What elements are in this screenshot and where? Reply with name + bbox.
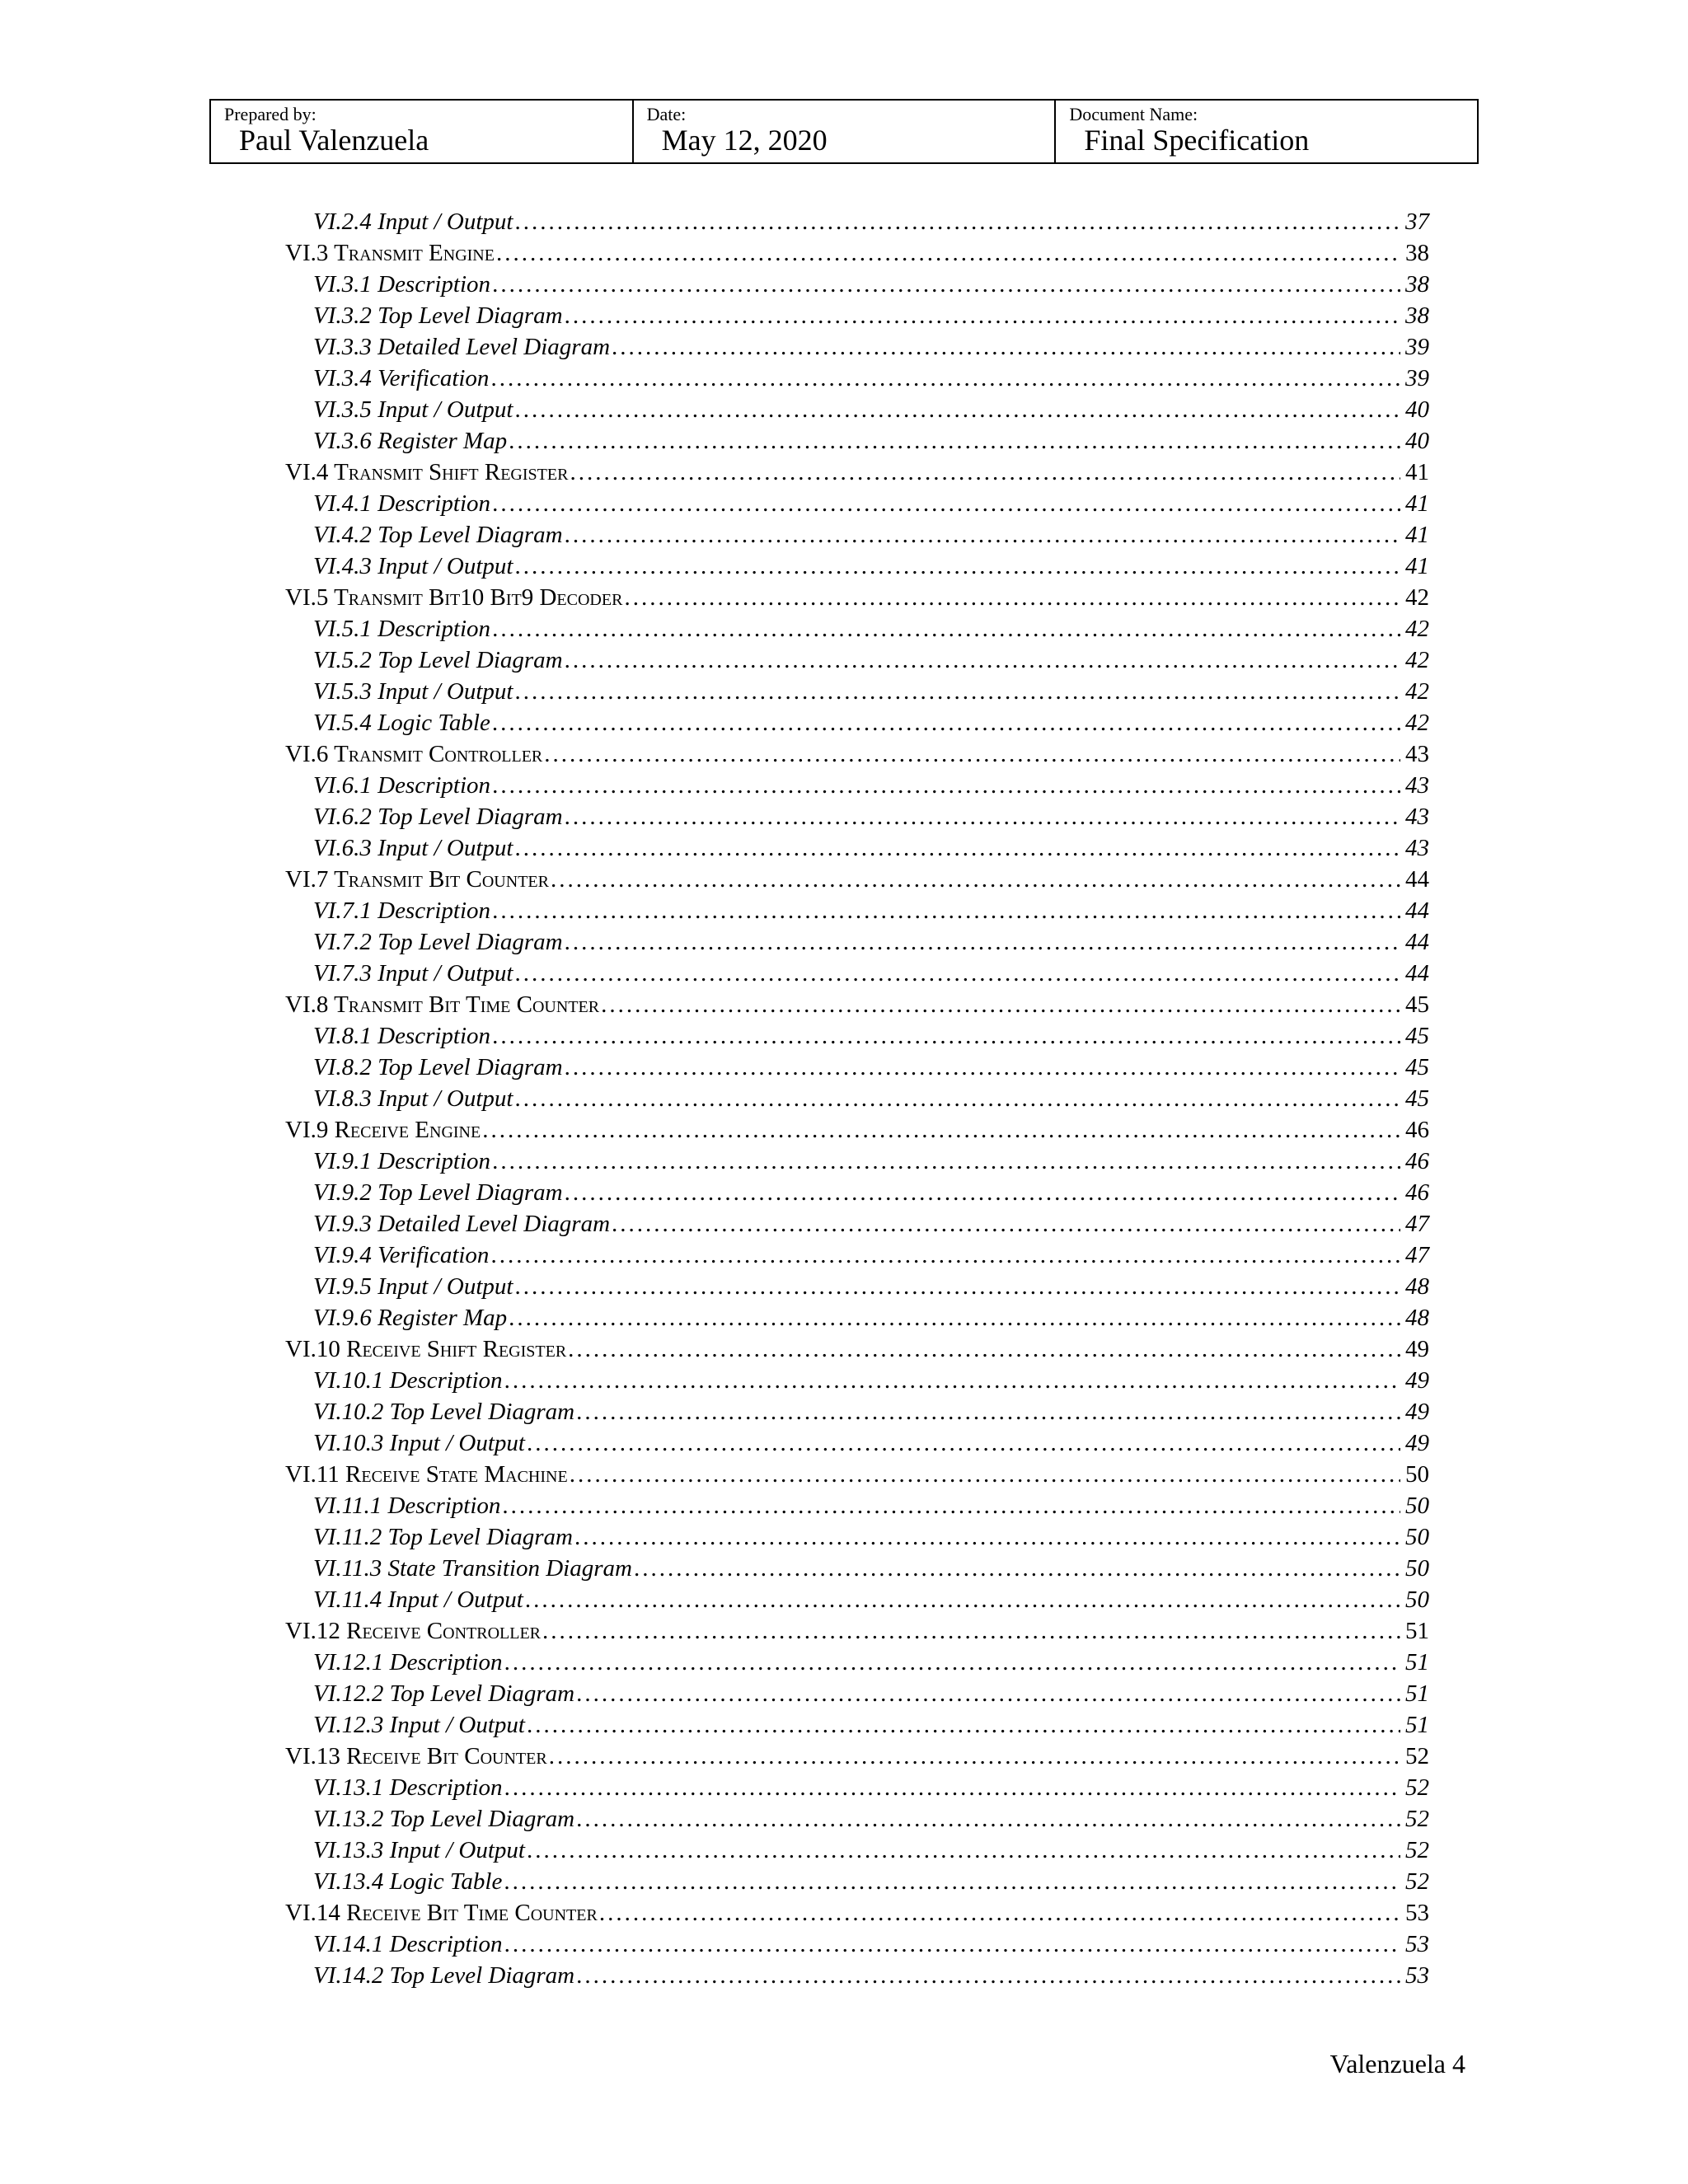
toc-dot-leader (565, 644, 1400, 676)
toc-entry-title: VI.8.2 Top Level Diagram (313, 1054, 563, 1080)
toc-subsection-entry[interactable] (285, 1052, 1429, 1083)
toc-entry-page: 44 (1405, 960, 1429, 987)
toc-entry-page: 51 (1405, 1680, 1429, 1707)
toc-entry-title: VI.14.2 Top Level Diagram (313, 1962, 575, 1989)
toc-entry-title: VI.12 Receive Controller (285, 1618, 542, 1644)
toc-subsection-entry[interactable] (285, 519, 1429, 551)
toc-entry-page: 46 (1405, 1179, 1429, 1206)
toc-dot-leader (570, 1459, 1400, 1490)
toc-entry-title: VI.10.3 Input / Output (313, 1430, 525, 1456)
toc-entry-title: VI.6.3 Input / Output (313, 835, 513, 861)
prepared-by-cell (210, 100, 633, 163)
toc-dot-leader (492, 488, 1400, 519)
toc-entry-title: VI.14.1 Description (313, 1931, 503, 1957)
toc-entry-page: 41 (1405, 459, 1429, 485)
toc-subsection-entry[interactable] (285, 644, 1429, 676)
toc-dot-leader (576, 1678, 1400, 1709)
toc-entry-title: VI.11.1 Description (313, 1493, 501, 1519)
toc-entry-title: VI.2.4 Input / Output (313, 209, 513, 235)
toc-entry-title: VI.3.4 Verification (313, 365, 490, 391)
toc-subsection-entry[interactable] (285, 1083, 1429, 1114)
toc-entry-title: VI.11.3 State Transition Diagram (313, 1555, 632, 1582)
toc-entry-page: 44 (1405, 929, 1429, 955)
toc-subsection-entry[interactable] (285, 1208, 1429, 1240)
toc-entry-page: 43 (1405, 804, 1429, 830)
toc-dot-leader (565, 300, 1400, 331)
toc-subsection-entry[interactable] (285, 1678, 1429, 1709)
toc-subsection-entry[interactable] (285, 206, 1429, 237)
toc-subsection-entry[interactable] (285, 895, 1429, 926)
toc-subsection-entry[interactable] (285, 1772, 1429, 1803)
toc-entry-title: VI.4.1 Description (313, 490, 491, 517)
toc-entry-title: VI.3.3 Detailed Level Diagram (313, 334, 611, 360)
toc-dot-leader (504, 1866, 1400, 1897)
toc-subsection-entry[interactable] (285, 1490, 1429, 1521)
toc-entry-title: VI.5.1 Description (313, 616, 491, 642)
toc-section-entry[interactable] (285, 1459, 1429, 1490)
toc-entry-title: VI.8.1 Description (313, 1023, 491, 1049)
toc-entry-page: 50 (1405, 1461, 1429, 1488)
toc-entry-title: VI.13 Receive Bit Counter (285, 1743, 547, 1769)
toc-entry-title: VI.9.2 Top Level Diagram (313, 1179, 563, 1206)
toc-dot-leader (565, 926, 1400, 958)
toc-section-entry[interactable] (285, 1615, 1429, 1647)
toc-entry-title: VI.3 Transmit Engine (285, 240, 495, 266)
toc-dot-leader (514, 676, 1400, 707)
toc-entry-title: VI.9.6 Register Map (313, 1305, 508, 1331)
toc-entry-page: 45 (1405, 1023, 1429, 1049)
toc-section-entry[interactable] (285, 582, 1429, 613)
toc-entry-page: 52 (1405, 1743, 1429, 1769)
toc-entry-page: 51 (1405, 1618, 1429, 1644)
toc-subsection-entry[interactable] (285, 1960, 1429, 1991)
toc-dot-leader (634, 1553, 1400, 1584)
toc-entry-title: VI.9.4 Verification (313, 1242, 490, 1268)
toc-dot-leader (490, 363, 1400, 394)
toc-entry-page: 50 (1405, 1555, 1429, 1582)
toc-entry-page: 50 (1405, 1586, 1429, 1613)
toc-entry-page: 39 (1405, 334, 1429, 360)
toc-entry-page: 39 (1405, 365, 1429, 391)
document-name-value: Final Specification (1084, 124, 1310, 157)
toc-entry-title: VI.5.2 Top Level Diagram (313, 647, 563, 673)
toc-entry-page: 41 (1405, 490, 1429, 517)
toc-dot-leader (527, 1709, 1400, 1741)
toc-dot-leader (482, 1114, 1400, 1146)
toc-section-entry[interactable] (285, 237, 1429, 269)
toc-entry-title: VI.7 Transmit Bit Counter (285, 866, 549, 893)
toc-entry-title: VI.13.4 Logic Table (313, 1868, 503, 1895)
toc-entry-page: 43 (1405, 772, 1429, 799)
toc-entry-page: 40 (1405, 396, 1429, 423)
toc-entry-title: VI.13.3 Input / Output (313, 1837, 525, 1863)
toc-dot-leader (568, 1333, 1400, 1365)
toc-entry-title: VI.13.2 Top Level Diagram (313, 1806, 575, 1832)
toc-entry-title: VI.10.2 Top Level Diagram (313, 1399, 575, 1425)
toc-subsection-entry[interactable] (285, 1146, 1429, 1177)
toc-entry-title: VI.6.1 Description (313, 772, 491, 799)
date-cell (633, 100, 1056, 163)
toc-dot-leader (549, 1741, 1400, 1772)
toc-entry-page: 51 (1405, 1712, 1429, 1738)
toc-subsection-entry[interactable] (285, 1647, 1429, 1678)
toc-entry-title: VI.12.3 Input / Output (313, 1712, 525, 1738)
toc-section-entry[interactable] (285, 457, 1429, 488)
toc-dot-leader (599, 1897, 1400, 1929)
toc-entry-title: VI.3.5 Input / Output (313, 396, 513, 423)
toc-subsection-entry[interactable] (285, 1835, 1429, 1866)
toc-dot-leader (514, 832, 1400, 864)
toc-subsection-entry[interactable] (285, 1240, 1429, 1271)
toc-dot-leader (544, 738, 1400, 770)
document-name-cell (1055, 100, 1478, 163)
toc-subsection-entry[interactable] (285, 1803, 1429, 1835)
toc-entry-title: VI.9.5 Input / Output (313, 1273, 513, 1300)
toc-dot-leader (514, 1271, 1400, 1302)
toc-subsection-entry[interactable] (285, 331, 1429, 363)
toc-entry-page: 38 (1405, 271, 1429, 298)
toc-dot-leader (576, 1803, 1400, 1835)
date-label: Date: (646, 104, 687, 124)
toc-entry-title: VI.3.1 Description (313, 271, 491, 298)
toc-dot-leader (576, 1960, 1400, 1991)
toc-dot-leader (527, 1835, 1400, 1866)
toc-dot-leader (514, 206, 1400, 237)
toc-entry-title: VI.7.2 Top Level Diagram (313, 929, 563, 955)
toc-subsection-entry[interactable] (285, 269, 1429, 300)
toc-entry-page: 49 (1405, 1399, 1429, 1425)
toc-dot-leader (551, 864, 1400, 895)
toc-dot-leader (527, 1427, 1400, 1459)
toc-entry-title: VI.12.2 Top Level Diagram (313, 1680, 575, 1707)
toc-entry-title: VI.13.1 Description (313, 1774, 503, 1801)
toc-entry-title: VI.8 Transmit Bit Time Counter (285, 991, 600, 1018)
page-footer: Valenzuela 4 (1329, 2049, 1465, 2079)
toc-entry-title: VI.5.3 Input / Output (313, 678, 513, 705)
toc-entry-title: VI.10.1 Description (313, 1367, 503, 1394)
toc-dot-leader (565, 1177, 1400, 1208)
toc-entry-page: 48 (1405, 1305, 1429, 1331)
toc-entry-page: 42 (1405, 584, 1429, 611)
toc-dot-leader (504, 1647, 1400, 1678)
date-value: May 12, 2020 (661, 124, 828, 157)
toc-subsection-entry[interactable] (285, 1521, 1429, 1553)
toc-subsection-entry[interactable] (285, 1365, 1429, 1396)
toc-dot-leader (492, 770, 1400, 801)
toc-entry-page: 43 (1405, 835, 1429, 861)
toc-entry-page: 49 (1405, 1336, 1429, 1362)
toc-dot-leader (504, 1365, 1400, 1396)
toc-dot-leader (514, 551, 1400, 582)
toc-entry-page: 53 (1405, 1962, 1429, 1989)
toc-entry-page: 52 (1405, 1806, 1429, 1832)
toc-entry-title: VI.9 Receive Engine (285, 1117, 481, 1143)
toc-entry-page: 49 (1405, 1367, 1429, 1394)
toc-dot-leader (624, 582, 1400, 613)
toc-entry-title: VI.6.2 Top Level Diagram (313, 804, 563, 830)
toc-dot-leader (542, 1615, 1400, 1647)
toc-dot-leader (492, 613, 1400, 644)
document-header (209, 99, 1479, 164)
toc-entry-page: 49 (1405, 1430, 1429, 1456)
toc-subsection-entry[interactable] (285, 770, 1429, 801)
toc-entry-page: 45 (1405, 1054, 1429, 1080)
toc-dot-leader (504, 1772, 1400, 1803)
toc-entry-page: 50 (1405, 1524, 1429, 1550)
toc-dot-leader (492, 1146, 1400, 1177)
toc-subsection-entry[interactable] (285, 1302, 1429, 1333)
toc-dot-leader (574, 1521, 1400, 1553)
toc-entry-page: 37 (1405, 209, 1429, 235)
toc-dot-leader (509, 425, 1400, 457)
toc-entry-title: VI.11 Receive State Machine (285, 1461, 568, 1488)
toc-entry-page: 42 (1405, 710, 1429, 736)
toc-entry-page: 45 (1405, 1085, 1429, 1112)
toc-subsection-entry[interactable] (285, 488, 1429, 519)
toc-entry-page: 50 (1405, 1493, 1429, 1519)
toc-entry-title: VI.12.1 Description (313, 1649, 503, 1675)
toc-entry-page: 43 (1405, 741, 1429, 767)
toc-entry-page: 47 (1405, 1242, 1429, 1268)
toc-subsection-entry[interactable] (285, 1396, 1429, 1427)
toc-entry-page: 47 (1405, 1211, 1429, 1237)
toc-entry-page: 44 (1405, 866, 1429, 893)
toc-entry-title: VI.6 Transmit Controller (285, 741, 543, 767)
toc-section-entry[interactable] (285, 738, 1429, 770)
toc-subsection-entry[interactable] (285, 676, 1429, 707)
toc-entry-title: VI.14 Receive Bit Time Counter (285, 1900, 598, 1926)
toc-entry-title: VI.9.1 Description (313, 1148, 491, 1174)
toc-entry-page: 38 (1405, 240, 1429, 266)
toc-subsection-entry[interactable] (285, 363, 1429, 394)
toc-entry-page: 38 (1405, 302, 1429, 329)
toc-dot-leader (496, 237, 1400, 269)
toc-entry-page: 41 (1405, 522, 1429, 548)
toc-entry-page: 41 (1405, 553, 1429, 579)
toc-dot-leader (565, 1052, 1400, 1083)
toc-dot-leader (509, 1302, 1400, 1333)
toc-dot-leader (514, 958, 1400, 989)
toc-entry-page: 52 (1405, 1837, 1429, 1863)
toc-entry-page: 51 (1405, 1649, 1429, 1675)
toc-subsection-entry[interactable] (285, 300, 1429, 331)
toc-entry-title: VI.11.4 Input / Output (313, 1586, 523, 1613)
document-name-label: Document Name: (1069, 104, 1198, 124)
toc-subsection-entry[interactable] (285, 1020, 1429, 1052)
toc-subsection-entry[interactable] (285, 1271, 1429, 1302)
toc-subsection-entry[interactable] (285, 1584, 1429, 1615)
toc-dot-leader (502, 1490, 1400, 1521)
toc-dot-leader (565, 519, 1400, 551)
toc-subsection-entry[interactable] (285, 832, 1429, 864)
toc-entry-title: VI.4.2 Top Level Diagram (313, 522, 563, 548)
toc-dot-leader (570, 457, 1400, 488)
toc-dot-leader (492, 269, 1400, 300)
toc-subsection-entry[interactable] (285, 1709, 1429, 1741)
toc-entry-page: 40 (1405, 428, 1429, 454)
toc-section-entry[interactable] (285, 1114, 1429, 1146)
toc-subsection-entry[interactable] (285, 425, 1429, 457)
toc-dot-leader (492, 1020, 1400, 1052)
toc-subsection-entry[interactable] (285, 1553, 1429, 1584)
toc-dot-leader (490, 1240, 1400, 1271)
toc-dot-leader (612, 331, 1400, 363)
toc-dot-leader (576, 1396, 1400, 1427)
toc-dot-leader (612, 1208, 1400, 1240)
toc-entry-page: 42 (1405, 647, 1429, 673)
toc-entry-title: VI.4 Transmit Shift Register (285, 459, 569, 485)
toc-subsection-entry[interactable] (285, 1929, 1429, 1960)
toc-entry-page: 52 (1405, 1774, 1429, 1801)
toc-entry-title: VI.3.6 Register Map (313, 428, 508, 454)
toc-subsection-entry[interactable] (285, 394, 1429, 425)
toc-entry-page: 46 (1405, 1117, 1429, 1143)
toc-subsection-entry[interactable] (285, 1427, 1429, 1459)
toc-subsection-entry[interactable] (285, 801, 1429, 832)
toc-entry-title: VI.11.2 Top Level Diagram (313, 1524, 573, 1550)
toc-entry-page: 53 (1405, 1931, 1429, 1957)
toc-section-entry[interactable] (285, 1333, 1429, 1365)
toc-entry-page: 48 (1405, 1273, 1429, 1300)
toc-subsection-entry[interactable] (285, 613, 1429, 644)
toc-subsection-entry[interactable] (285, 1866, 1429, 1897)
toc-entry-title: VI.8.3 Input / Output (313, 1085, 513, 1112)
toc-entry-title: VI.5 Transmit Bit10 Bit9 Decoder (285, 584, 623, 611)
toc-dot-leader (525, 1584, 1400, 1615)
toc-entry-title: VI.3.2 Top Level Diagram (313, 302, 563, 329)
toc-entry-page: 42 (1405, 678, 1429, 705)
prepared-by-label: Prepared by: (224, 104, 316, 124)
toc-dot-leader (492, 707, 1400, 738)
toc-entry-page: 52 (1405, 1868, 1429, 1895)
toc-entry-title: VI.7.1 Description (313, 898, 491, 924)
toc-entry-title: VI.10 Receive Shift Register (285, 1336, 567, 1362)
toc-entry-page: 44 (1405, 898, 1429, 924)
toc-dot-leader (492, 895, 1400, 926)
toc-dot-leader (601, 989, 1400, 1020)
prepared-by-value: Paul Valenzuela (239, 124, 429, 157)
toc-subsection-entry[interactable] (285, 707, 1429, 738)
toc-entry-page: 42 (1405, 616, 1429, 642)
toc-entry-page: 53 (1405, 1900, 1429, 1926)
toc-subsection-entry[interactable] (285, 551, 1429, 582)
toc-entry-title: VI.5.4 Logic Table (313, 710, 490, 736)
toc-section-entry[interactable] (285, 1897, 1429, 1929)
toc-section-entry[interactable] (285, 864, 1429, 895)
toc-dot-leader (514, 394, 1400, 425)
toc-dot-leader (514, 1083, 1400, 1114)
toc-section-entry[interactable] (285, 1741, 1429, 1772)
toc-entry-title: VI.4.3 Input / Output (313, 553, 513, 579)
toc-entry-page: 46 (1405, 1148, 1429, 1174)
toc-subsection-entry[interactable] (285, 1177, 1429, 1208)
toc-entry-page: 45 (1405, 991, 1429, 1018)
toc-dot-leader (565, 801, 1400, 832)
table-of-contents (285, 206, 1429, 1991)
toc-entry-title: VI.7.3 Input / Output (313, 960, 513, 987)
toc-dot-leader (504, 1929, 1400, 1960)
toc-subsection-entry[interactable] (285, 958, 1429, 989)
toc-subsection-entry[interactable] (285, 926, 1429, 958)
toc-section-entry[interactable] (285, 989, 1429, 1020)
toc-entry-title: VI.9.3 Detailed Level Diagram (313, 1211, 611, 1237)
